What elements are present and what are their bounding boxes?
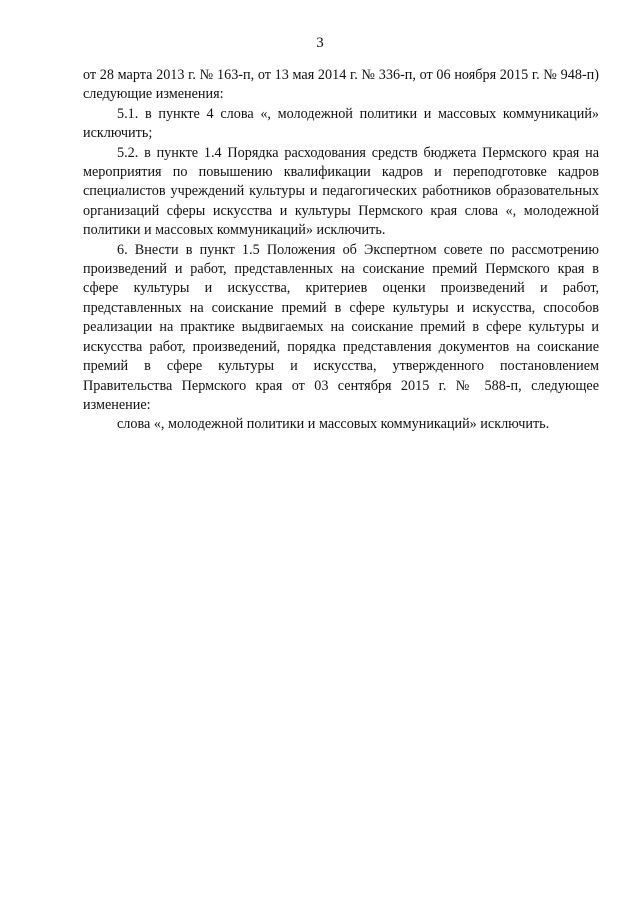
- paragraph-5-2: 5.2. в пункте 1.4 Порядка расходования средств бюджета Пермского края на мероприятия по повышению квалификации кадров и переподготовке кадров специалистов учреждений культуры и педагогических работников образовательных организаций сферы искусства и культуры Пермского края слова «, молодежной политики и массовых коммуникаций» исключить.: [83, 144, 599, 239]
- paragraph-5-1: 5.1. в пункте 4 слова «, молодежной политики и массовых коммуникаций» исключить;: [83, 105, 599, 142]
- paragraph-6: 6. Внести в пункт 1.5 Положения об Экспертном совете по рассмотрению произведений и работ, представленных на соискание премий Пермского края в сфере культуры и искусства, критериев оценки произведений и работ, представленных на соискание премий в сфере культуры и искусства, способов реализации на практике выдвигаемых на соискание премий в сфере культуры и искусства работ, произведений, порядка представления документов на соискание премий в сфере культуры и искусства, утвержденного постановлением Правительства Пермского края от 03 сентября 2015 г. № 588-п, следующее изменение:: [83, 241, 599, 413]
- paragraph-6-change: слова «, молодежной политики и массовых коммуникаций» исключить.: [117, 416, 550, 433]
- paragraph-continuation: от 28 марта 2013 г. № 163-п, от 13 мая 2014 г. № 336-п, от 06 ноября 2015 г. № 948-п) следующие изменения:: [83, 67, 599, 103]
- document-body: [83, 66, 599, 435]
- page-number: 3: [316, 35, 324, 51]
